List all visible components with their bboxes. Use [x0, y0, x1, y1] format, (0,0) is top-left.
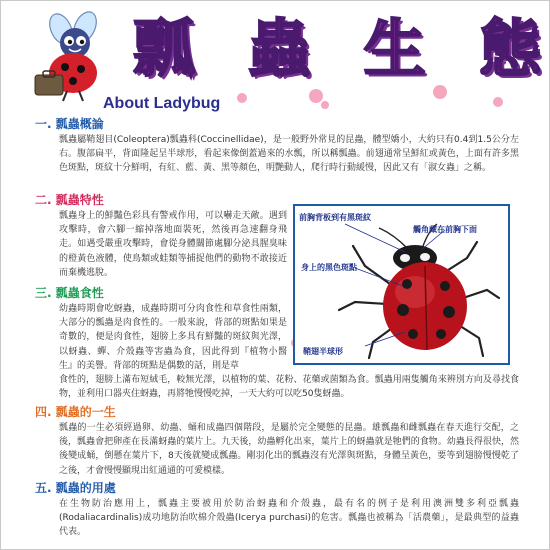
- label-pronotum: 前胸背板到有黑斑紋: [299, 213, 371, 222]
- title-char: 態: [478, 12, 543, 85]
- label-elytra: 鞘翅半球形: [303, 347, 343, 356]
- decor-dot: [321, 101, 329, 109]
- section-heading-traits: 二. 瓢蟲特性: [35, 193, 104, 207]
- page-title: [133, 13, 543, 85]
- section-heading-uses: 五. 瓢蟲的用處: [35, 481, 116, 495]
- decor-dot: [237, 93, 247, 103]
- decor-dot: [309, 89, 323, 103]
- ladybug-anatomy-figure: [293, 204, 510, 365]
- decor-dot: [493, 97, 503, 107]
- ladybug-mascot-icon: [31, 9, 116, 105]
- section-heading-diet: 三. 瓢蟲食性: [35, 286, 104, 300]
- decor-dot: [433, 85, 447, 99]
- label-spots: 身上的黑色斑點: [301, 263, 357, 272]
- section-text-lifecycle: 瓢蟲的一生必須經過卵、幼蟲、蛹和成蟲四個階段，是屬於完全變態的昆蟲。雄瓢蟲和雌瓢蟲在春天進行交配，之後，瓢蟲會把卵產在長滿蚜蟲的葉片上。九天後，幼蟲孵化出來，葉片上的蚜蟲就是牠們的食物。幼蟲長得很快，然後變成蛹，倒懸在葉片下，8天後就變成瓢蟲。剛羽化出的瓢蟲沒有光澤與斑點，身體呈黃色，要等到翅膀慢慢乾了之後，才會慢慢顯現出紅通通的可愛模樣。: [59, 423, 519, 476]
- section-text-uses: 在生物防治應用上，瓢蟲主要被用於防治蚜蟲和介殼蟲，最有名的例子是利用澳洲雙多利亞瓢蟲(Rodaliacardinalis)成功地防治吹棉介殼蟲(Icerya purchasi)的危害。瓢蟲也被稱為「活農藥」，是最典型的益蟲代表。: [59, 499, 519, 538]
- section-text-overview: 瓢蟲屬鞘翅目(Coleoptera)瓢蟲科(Coccinellidae)，是一般野外常見的昆蟲，體型嬌小，大約只有0.4到1.5公分左右。腹部扁平，背面隆起呈半球形，看起來像倒蓋過來的水瓢，所以稱瓢蟲。前翅通常呈鮮紅或黃色，上面有許多黑色斑點，斑紋十分鮮明，有紅、藍、黃、黑等顏色，明艷動人，爬行時行動緩慢，因此又有「淑女蟲」之稱。: [59, 135, 519, 174]
- section-text-diet-bottom: 食性的，翅膀上滿布短絨毛，較無光澤，以植物的葉、花粉、花藥或菌類為食。瓢蟲用兩隻觸角來辨別方向及尋找食物，並利用口器夾住蚜蟲，再將牠慢慢吃掉，一天大約可以吃50隻蚜蟲。: [59, 375, 519, 400]
- label-antenna: 觸角藏在前胸下面: [413, 225, 477, 234]
- title-char: 蟲: [248, 12, 313, 85]
- section-heading-lifecycle: 四. 瓢蟲的一生: [35, 405, 116, 419]
- title-char: 瓢: [133, 12, 198, 85]
- section-text-traits: 瓢蟲身上的鮮豔色彩具有警戒作用，可以嚇走天敵。遇到攻擊時，會六腳一縮掉落地面裝死，然後再急速翻身飛走。如遇受嚴重攻擊時，會從身體關節處腳分泌具腥臭味的橙黃色液體，使鳥類或蛙類等捕捉他們的動物不敢接近而棄機逃脫。: [59, 211, 287, 278]
- page-subtitle: About Ladybug: [103, 95, 221, 112]
- title-char: 生: [363, 12, 428, 85]
- section-heading-overview: 一. 瓢蟲概論: [35, 117, 104, 131]
- section-text-diet-top: 幼蟲時期會吃蚜蟲，成蟲時期可分肉食性和草食性兩類，大部分的瓢蟲是肉食性的。一般來說，背部的斑點如果是奇數的，便是肉食性，翅膀上多具有鮮豔的斑紋與光澤，以蚜蟲、蟬、介殼蟲等害蟲為食，因此得到『植物小醫生』的美譽。背部的斑點是偶數的話，則是草: [59, 304, 287, 371]
